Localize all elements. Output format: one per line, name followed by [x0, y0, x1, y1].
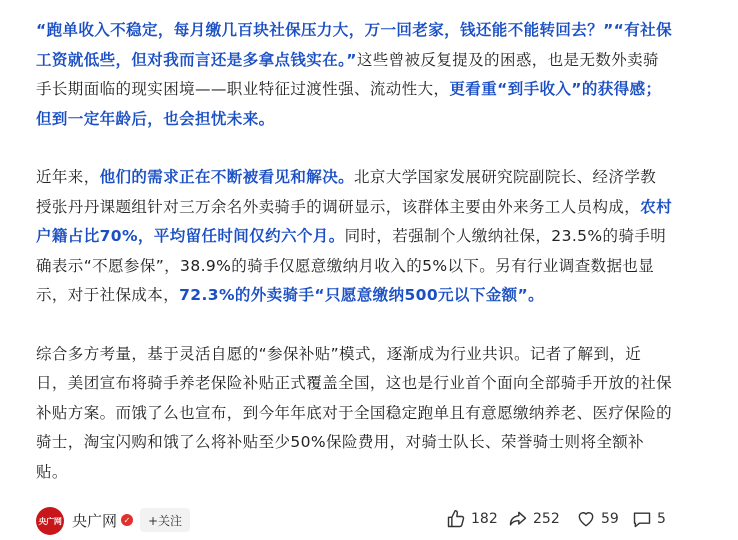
- highlight-text: 更看重“到手收入”的获得感；但到一定年龄后，也会担忧未来。: [36, 80, 662, 128]
- share-icon: [508, 509, 528, 529]
- paragraph-2: [36, 163, 672, 311]
- paragraph-1: [36, 16, 672, 134]
- paragraph-text: 同时，若强制个人缴纳社保，23.5%的骑手明确表示“不愿参保”，38.9%的骑手仅愿意缴纳月收入的5%以下。另有行业调查数据也显示，对于社保成本，: [36, 227, 667, 304]
- heart-icon: [576, 509, 596, 529]
- comment-count: 5: [657, 511, 666, 527]
- comment-button[interactable]: [632, 509, 666, 529]
- highlight-quote: “跑单收入不稳定，每月缴几百块社保压力大，万一回老家，钱还能不能转回去？”“有社保工资就低些，但对我而言还是多拿点钱实在。”: [36, 21, 672, 69]
- comment-icon: [632, 509, 652, 529]
- paragraph-text: 这些曾被反复提及的困惑，也是无数外卖骑手长期面临的现实困境——职业特征过渡性强、流动性大，: [36, 50, 659, 98]
- highlight-text: 农村户籍占比70%，平均留任时间仅约六个月。: [36, 197, 673, 245]
- thumbs-up-icon: [446, 509, 466, 529]
- favorite-button[interactable]: [576, 509, 619, 529]
- article-footer: [0, 502, 738, 540]
- like-count: 182: [471, 511, 498, 527]
- highlight-text: 他们的需求正在不断被看见和解决。: [99, 168, 355, 186]
- article-body: [36, 16, 672, 516]
- share-button[interactable]: [508, 509, 560, 529]
- paragraph-3: 综合多方考量，基于灵活自愿的“参保补贴”模式，逐渐成为行业共识。记者了解到，近日，美团宣布将骑手养老保险补贴正式覆盖全国，这也是行业首个面向全部骑手开放的社保补贴方案。而饿了么也宣布，到今年年底对于全国稳定跑单且有意愿缴纳养老、医疗保险的骑士，淘宝闪购和饿了么将补贴至少50%保险费用，对骑士队长、荣誉骑士则将全额补贴。: [36, 344, 673, 481]
- like-button[interactable]: [446, 509, 498, 529]
- follow-button[interactable]: +关注: [140, 508, 190, 532]
- verified-icon: ✓: [121, 514, 133, 526]
- share-count: 252: [533, 511, 560, 527]
- paragraph-text: 北京大学国家发展研究院副院长、经济学教授张丹丹课题组针对三万余名外卖骑手的调研显示，该群体主要由外来务工人员构成，: [36, 168, 657, 216]
- favorite-count: 59: [601, 511, 619, 527]
- avatar[interactable]: 央广网: [36, 507, 64, 535]
- source-name[interactable]: 央广网: [72, 512, 118, 530]
- highlight-text: 72.3%的外卖骑手“只愿意缴纳500元以下金额”。: [179, 286, 545, 304]
- paragraph-text: 近年来，: [36, 168, 100, 186]
